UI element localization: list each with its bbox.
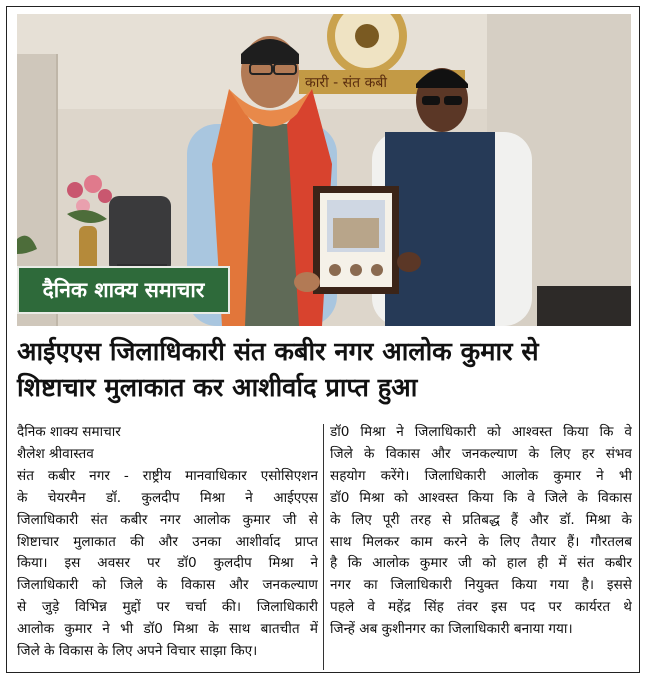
framed-portrait — [313, 186, 399, 294]
name-board: कारी - संत कबी — [305, 75, 387, 91]
headline-line-1: आईएएस जिलाधिकारी संत कबीर नगर आलोक कुमार से — [17, 337, 539, 367]
article-line: जिलाधिकारी संत कबीर नगर आलोक कुमार जी से — [17, 511, 318, 528]
article-line: साथ मिलकर काम करने के लिए तैयार हैं। गौरतलब — [330, 533, 632, 550]
headline-line-2: शिष्टाचार मुलाकात कर आशीर्वाद प्राप्त हुआ — [17, 373, 418, 403]
article-line: से जुड़े विभिन्न मुद्दों पर चर्चा की। जिलाधिकारी — [17, 599, 318, 616]
article-column-right — [330, 422, 632, 641]
article-line: के लिए पूरी तरह से प्रतिबद्ध हैं और डॉ. मिश्रा के — [330, 511, 632, 528]
article-line: नगर का जिलाधिकारी नियुक्त किया गया है। इससे — [330, 577, 632, 594]
article-line: जिलाधिकारी को जिले के विकास और जनकल्याण — [17, 577, 318, 594]
article-column-left — [17, 422, 318, 663]
article-line: है कि आलोक कुमार जी को हाल ही में संत कबीर — [330, 555, 632, 572]
article-line: किया। इस अवसर पर डॉ0 कुलदीप मिश्रा ने — [17, 555, 318, 572]
article-line: शिष्टाचार मुलाकात की और उनका आशीर्वाद प्राप्त — [17, 533, 318, 550]
article-line: जिले के विकास और जनकल्याण के लिए हर संभव — [330, 445, 632, 462]
article-line: के चेयरमैन डॉ. कुलदीप मिश्रा ने आईएएस — [17, 489, 318, 506]
article-line: डॉ0 मिश्रा ने जिलाधिकारी को आश्वस्त किया कि वे — [330, 424, 632, 440]
newspaper-badge — [17, 266, 230, 314]
byline-paper: दैनिक शाक्य समाचार — [17, 424, 121, 440]
article-line: जिले के विकास के लिए अपने विचार साझा किए। — [17, 643, 258, 660]
article-line: डॉ0 मिश्रा को आश्वस्त किया कि वे जिले के विकास — [330, 489, 632, 506]
byline-author: शैलेश श्रीवास्तव — [17, 445, 94, 462]
column-divider — [323, 424, 324, 670]
article-line: पहले वे महेंद्र सिंह तंवर इस पद पर कार्यरत थे — [330, 599, 632, 616]
headline — [17, 334, 631, 406]
article-line: आलोक कुमार ने भी डॉ0 मिश्रा के साथ बातचीत में — [17, 621, 318, 638]
newspaper-badge-text: दैनिक शाक्य समाचार — [42, 278, 205, 302]
article-line: संत कबीर नगर - राष्ट्रीय मानवाधिकार एसोसिएशन — [17, 467, 318, 484]
article-line: जिन्हें अब कुशीनगर का जिलाधिकारी बनाया गया। — [330, 621, 573, 638]
article-line: सहयोग करेंगे। जिलाधिकारी आलोक कुमार ने भी — [330, 467, 632, 484]
